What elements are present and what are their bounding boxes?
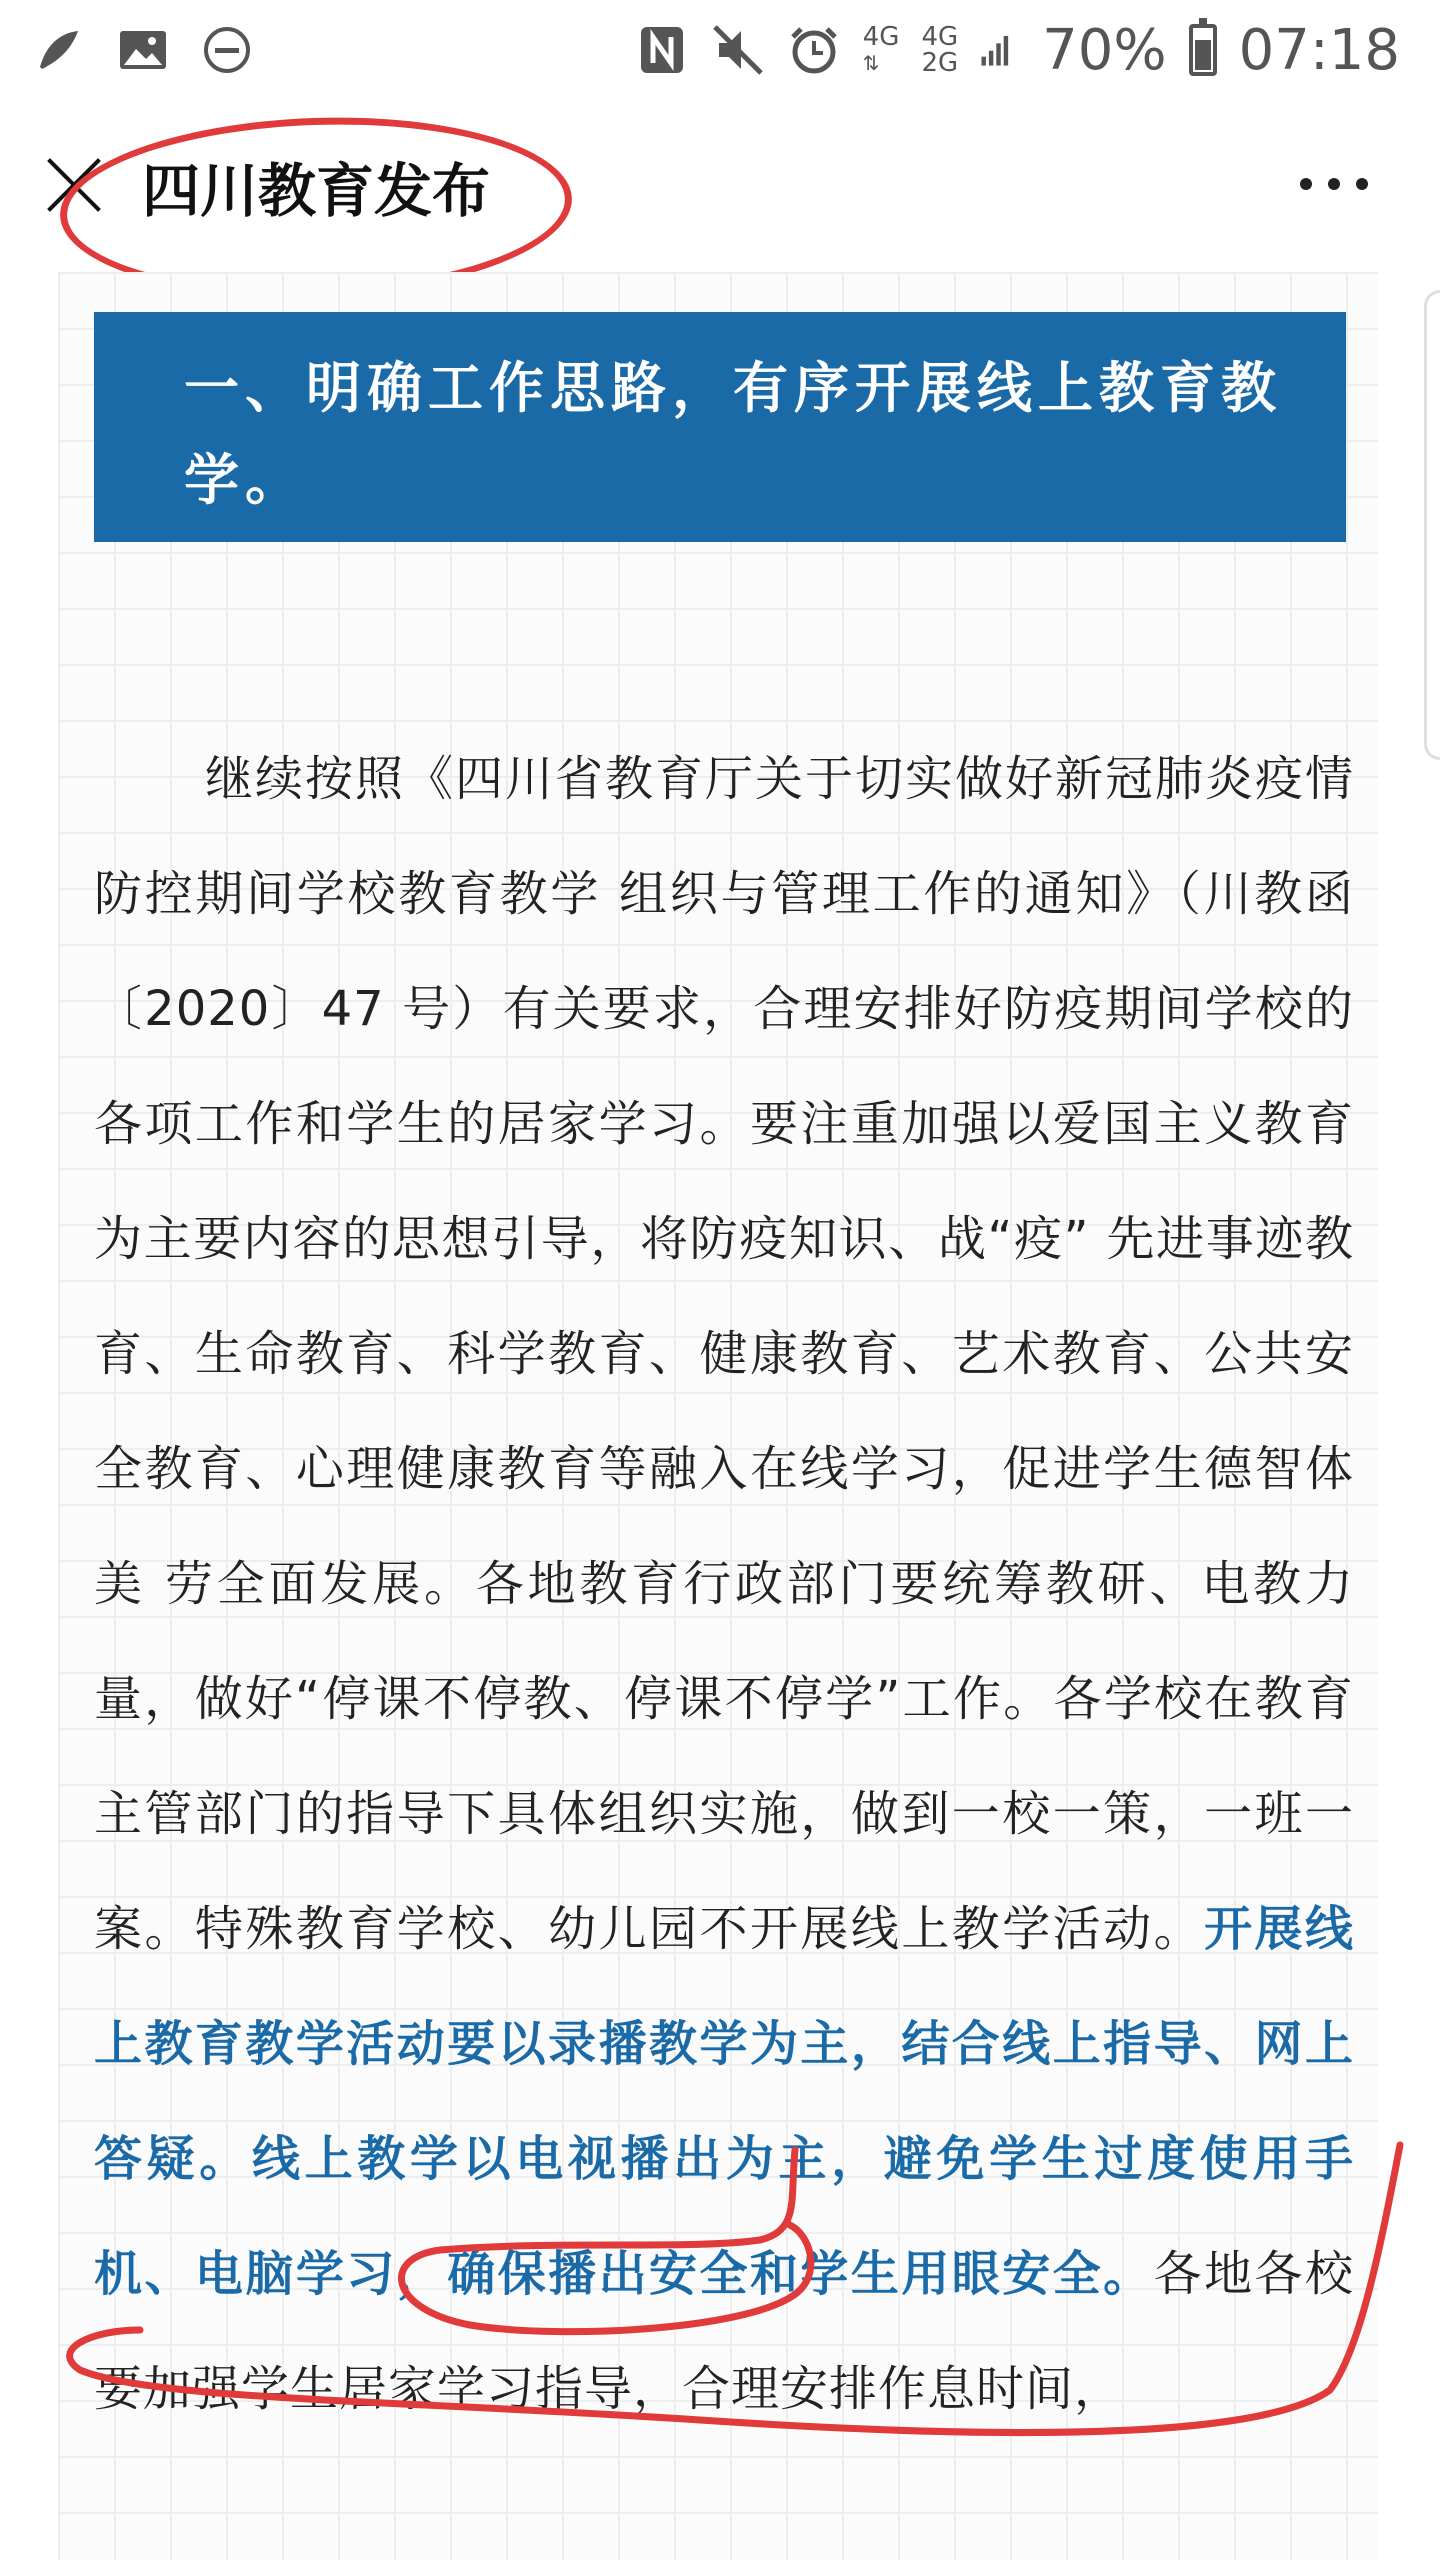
minus-circle-icon: [200, 23, 254, 77]
network-label-1: 4G: [862, 22, 900, 52]
article-paragraph: [94, 722, 1354, 2447]
network-label-2: 4G: [921, 22, 959, 52]
paragraph-tail: 各地各校要加强学生居家学习指导，合理安排作息时间，: [94, 2246, 1354, 2417]
more-dot: [1328, 178, 1340, 190]
alarm-icon: [787, 23, 841, 77]
nfc-icon: [635, 23, 689, 77]
network-label-3: 2G: [921, 48, 959, 78]
more-dot: [1356, 178, 1368, 190]
scroll-indicator: [1424, 290, 1440, 760]
page-title: 四川教育发布: [142, 157, 491, 225]
status-left-icons: [0, 23, 254, 77]
signal-icon: [980, 23, 1020, 77]
battery-icon: [1189, 24, 1217, 76]
article-content[interactable]: [58, 272, 1378, 2560]
clock: 07:18: [1238, 17, 1400, 83]
image-icon: [116, 23, 170, 77]
more-options-button[interactable]: [1300, 178, 1368, 190]
mute-icon: [711, 23, 765, 77]
status-right-icons: [635, 18, 1440, 83]
highlighted-text: 开展线上教育教学活动要以录播教学为主，结合线上指导、网上答疑。线上教学以电视播出为主，避免学生过度使用手机、电脑学习，确保播出安全和学生用眼安全。: [94, 1901, 1354, 2302]
paragraph-text: 继续按照《四川省教育厅关于切实做好新冠肺炎疫情防控期间学校教育教学 组织与管理工作的通知》（川教函〔2020〕47 号）有关要求，合理安排好防疫期间学校的各项工作和学生的居家学习。要注重加强以爱国主义教育为主要内容的思想引导，将防疫知识、战“疫” 先进事迹教育、生命教育、科学教育、健康教育、艺术教育、公共安全教育、心理健康教育等融入在线学习，促进学生德智体美 劳全面发展。各地教育行政部门要统筹教研、电教力量，做好“停课不停教、停课不停学”工作。各学校在教育主管部门的指导下具体组织实施，做到一校一策，一班一案。特殊教育学校、幼儿园不开展线上教学活动。: [94, 751, 1354, 1957]
battery-percent: 70%: [1042, 17, 1167, 83]
network-4g: 4G ⇅: [862, 22, 900, 75]
network-4g-2g: [921, 24, 958, 76]
more-dot: [1300, 178, 1312, 190]
section-heading: 一、明确工作思路，有序开展线上教育教学。: [94, 312, 1346, 542]
feather-icon: [32, 23, 86, 77]
status-bar: [0, 0, 1440, 100]
